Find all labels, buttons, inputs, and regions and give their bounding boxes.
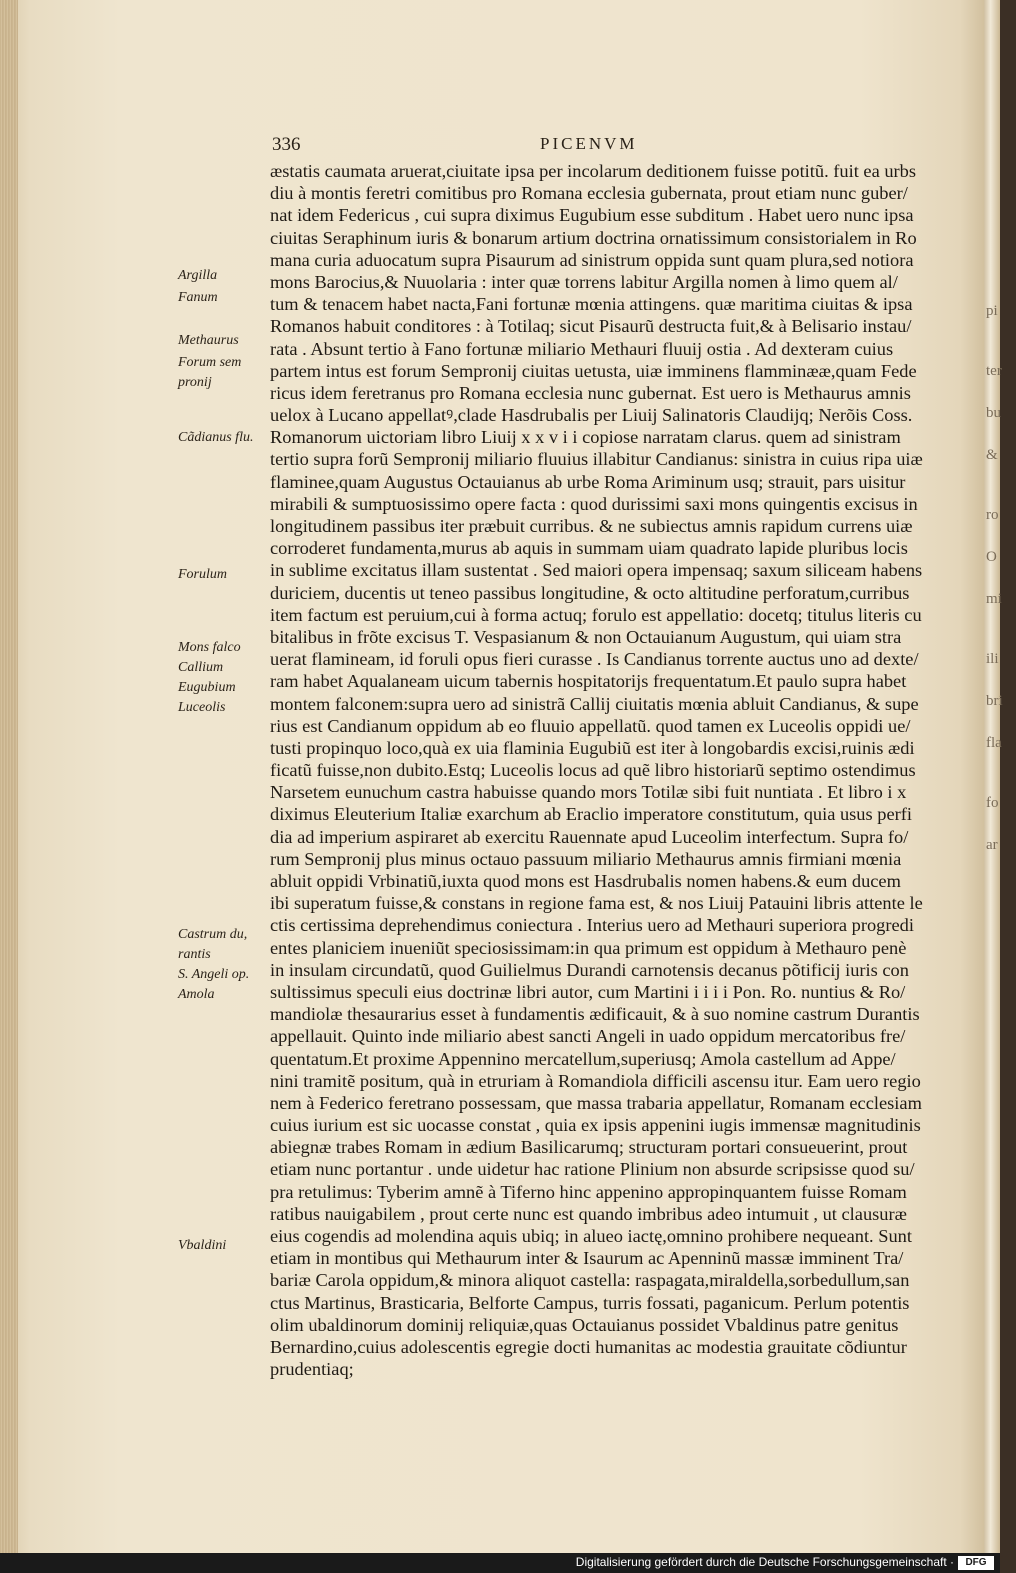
margin-note-line: Argilla bbox=[178, 268, 218, 283]
text-line: rata . Absunt tertio à Fano fortunæ miliario Methauri fluuij ostia . Ad dexteram cuius bbox=[270, 338, 894, 359]
text-line: nem à Federico feretrano possessam, que massa trabaria appellatur, Romanam ecclesiam bbox=[270, 1092, 922, 1113]
digitization-note: Digitalisierung gefördert durch die Deutsche Forschungsgemeinschaft · bbox=[575, 1555, 954, 1569]
text-line: ficatũ fuisse,non dubito.Estq; Luceolis locus ad quẽ libro historiarũ septimo ostendimus bbox=[270, 760, 916, 781]
bleed-fragment: bu bbox=[986, 405, 1001, 421]
facing-page-edge bbox=[984, 0, 1003, 1573]
text-line: ctis certissima deprehendimus coniectura . Interius uero ad Methauri superiora progredi bbox=[270, 915, 914, 936]
text-line: nat idem Federicus , cui supra diximus Eugubium esse subditum . Habet uero nunc ipsa bbox=[270, 205, 914, 226]
page-number: 336 bbox=[272, 134, 301, 155]
margin-note-line: Castrum du, bbox=[178, 927, 248, 942]
text-line: quentatum.Et proxime Appennino mercatellum,superiusq; Amola castellum ad Appe/ bbox=[270, 1048, 896, 1069]
text-line: diu à montis feretri comitibus pro Romana ecclesia gubernata, prout etiam nunc guber/ bbox=[270, 183, 908, 204]
text-line: dia ad imperium aspiraret ab exercitu Rauennate apud Luceolim interfectum. Supra fo/ bbox=[270, 826, 909, 847]
text-line: uerat flamineam, id foruli opus fieri curasse . Is Candianus torrente auctus uno ad dexte/ bbox=[270, 649, 919, 670]
book-spine-edge bbox=[0, 0, 18, 1573]
margin-note-line: S. Angeli op. bbox=[178, 967, 250, 982]
text-line: ram habet Aqualaneam uicum tabernis hospitatorijs frequentatum.Et paulo supra habet bbox=[270, 671, 907, 692]
bleed-fragment: ili bbox=[986, 651, 999, 667]
body-text bbox=[270, 160, 945, 1380]
margin-note-line: Eugubium bbox=[178, 680, 236, 695]
bleed-fragment: fo bbox=[986, 795, 999, 811]
text-line: ratibus nauigabilem , prout certe nunc est quando imbribus adeo intumuit , ut clausuræ bbox=[270, 1203, 907, 1224]
text-line: bitalibus in frõte excisus T. Vespasianum & non Octauianum Augustum, qui uiam stra bbox=[270, 626, 902, 647]
text-line: mandiolæ thesaurarius esset à fundamentis ædificauit, & à suo nomine castrum Durantis bbox=[270, 1004, 920, 1025]
text-line: ricus idem feretranus pro Romana ecclesia nunc gubernat. Est uero is Methaurus amnis bbox=[270, 382, 911, 403]
text-line: uelox à Lucano appellatꝰ,clade Hasdrubalis per Liuij Salinatoris Claudijq; Nerõis Coss. bbox=[270, 405, 913, 426]
margin-note bbox=[178, 638, 270, 718]
text-line: Romanos habuit conditores : à Totilaq; sicut Pisaurũ destructa fuit,& à Belisario instau/ bbox=[270, 316, 912, 337]
text-line: etiam nunc portantur . unde uidetur hac ratione Plinium non absurde scripsisse quod su/ bbox=[270, 1159, 915, 1180]
text-line: longitudinem passibus iter præbuit curribus. & ne subiectus amnis rapidum currens uiæ bbox=[270, 516, 913, 536]
bleed-fragment: fla bbox=[986, 735, 1002, 751]
margin-note-line: Luceolis bbox=[178, 700, 226, 715]
running-head: PICENVM bbox=[540, 134, 638, 153]
bleed-fragment: pi bbox=[986, 303, 998, 319]
text-line: abiegnæ trabes Romam in ædium Basilicarumq; structuram portari consueuerint, prout bbox=[270, 1137, 908, 1158]
text-line: pra retulimus: Tyberim amnẽ à Tiferno hinc appenino appropinquantem fuisse Romam bbox=[270, 1181, 907, 1202]
dfg-logo: DFG bbox=[958, 1556, 994, 1570]
margin-note-line: Forulum bbox=[178, 567, 227, 582]
text-line: mana curia aduocatum supra Pisaurum ad sinistrum oppida sunt quam plura,sed notiora bbox=[270, 249, 914, 270]
text-line: Bernardino,cuius adolescentis egregie docti humanitas ac modestia grauitate cõdiuntur bbox=[270, 1336, 907, 1357]
text-line: corroderet fundamenta,murus ab aquis in summam uiam quadrato lapide pluribus locis bbox=[270, 538, 908, 559]
text-line: ibi superatum fuisse,& constans in regione fama est, & nos Liuij Patauini libris attente le bbox=[270, 893, 923, 914]
text-line: item factum est peruium,cui à forma actuq; forulo est appellatio: docetq; titulus literis cu bbox=[270, 604, 922, 625]
bleed-fragment: ar bbox=[986, 837, 998, 853]
text-line: mirabili & sumptuosissimo opere facta : quod durissimi saxi mons quingentis excisus in bbox=[270, 493, 918, 514]
text-line: eius cogendis ad molendina aquis ubiq; in alueo iactę,omnino prohibere nequeant. Sunt bbox=[270, 1226, 912, 1246]
text-line: cuius iurium est sic uocasse constat , quia ex ipsis appenini iugis immensæ magnitudinis bbox=[270, 1115, 921, 1136]
text-line: ctus Martinus, Brasticaria, Belforte Campus, turris fossati, paganicum. Perlum potentis bbox=[270, 1292, 910, 1313]
margin-note bbox=[178, 353, 270, 393]
text-line: flaminee,quam Augustus Octauianus ab urbe Roma Ariminum usq; strauit, pars uisitur bbox=[270, 471, 906, 492]
margin-note bbox=[178, 331, 270, 351]
margin-note bbox=[178, 1236, 270, 1256]
text-line: olim ubaldinorum dominij reliquiæ,quas Octauianus possidet Vbaldinus patre genitus bbox=[270, 1314, 899, 1335]
facing-page-bleed-through bbox=[986, 300, 1016, 876]
text-line: in sublime excitatus illam sustentat . Sed maiori opera impensaq; saxum siliceam habens bbox=[270, 560, 923, 581]
text-line: diximus Eleuterium Italiæ exarchum ab Eraclio imperatore constitutum, quia usus perfi bbox=[270, 804, 912, 825]
text-line: sultissimus speculi eius doctrinæ libri autor, cum Martini i i i i Pon. Ro. nuntius & Ro/ bbox=[270, 981, 906, 1002]
text-line: in insulam circundatũ, quod Guilielmus Durandi carnotensis decanus põtificij iuris con bbox=[270, 959, 909, 980]
text-line: nini tramitẽ positum, quà in etruriam à Romandiola difficili ascensu itur. Eam uero regio bbox=[270, 1070, 921, 1091]
bleed-fragment: ter bbox=[986, 363, 1002, 379]
text-line: æstatis caumata aruerat,ciuitate ipsa per incolarum deditionem fuisse potitũ. fuit ea urbs bbox=[270, 161, 917, 181]
page-header bbox=[272, 134, 932, 158]
digitization-footer bbox=[0, 1553, 1000, 1573]
margin-note bbox=[178, 266, 270, 286]
text-line: rum Sempronij plus minus octauo passuum miliario Methaurus amnis firmiani mœnia bbox=[270, 848, 902, 869]
margin-note-line: pronij bbox=[178, 375, 212, 390]
text-line: bariæ Carola oppidum,& minora aliquot castella: raspagata,miraldella,sorbedullum,san bbox=[270, 1270, 910, 1291]
margin-note-line: Forum sem bbox=[178, 355, 242, 370]
margin-note bbox=[178, 428, 270, 448]
text-line: partem intus est forum Sempronij ciuitas uetusta, uiæ imminens flamminææ,quam Fede bbox=[270, 360, 917, 381]
bleed-fragment: bri bbox=[986, 693, 1003, 709]
text-line: montem falconem:supra uero ad sinistrã Callij ciuitatis mœnia abluit Candianus, & supe bbox=[270, 693, 919, 714]
text-line: tertio supra forũ Sempronij miliario fluuius illabitur Candianus: sinistra in cuius ripa uiæ bbox=[270, 449, 923, 470]
text-line: ciuitas Seraphinum iuris & bonarum artium doctrina ornatissimum consistorialem in Ro bbox=[270, 227, 917, 248]
text-line: prudentiaq; bbox=[270, 1359, 354, 1380]
margin-note-line: Fanum bbox=[178, 290, 218, 305]
margin-note bbox=[178, 288, 270, 308]
bleed-fragment: & bbox=[986, 447, 998, 463]
margin-note-line: rantis bbox=[178, 947, 211, 962]
margin-note-line: Callium bbox=[178, 660, 224, 675]
text-line: mons Barocius,& Nuuolaria : inter quæ torrens labitur Argilla nomen à limo quem al/ bbox=[270, 271, 898, 292]
margin-note-line: Vbaldini bbox=[178, 1238, 227, 1253]
margin-note-line: Amola bbox=[178, 987, 215, 1002]
margin-note-line: Cãdianus flu. bbox=[178, 430, 254, 445]
bleed-fragment: ro bbox=[986, 507, 999, 523]
text-line: etiam in montibus qui Methaurum inter & Isaurum ac Apenninũ massæ imminent Tra/ bbox=[270, 1248, 904, 1269]
text-line: Romanorum uictoriam libro Liuij x x v i i copiose narratam clarus. quem ad sinistram bbox=[270, 427, 901, 448]
text-line: entes planiciem inueniũt speciosissimam:in qua primum est oppidum à Methauro penè bbox=[270, 937, 907, 958]
text-line: tusti propinquo loco,quà ex uia flaminia Eugubiũ est iter à longobardis excisi,ruinis ædi bbox=[270, 737, 915, 758]
text-line: duriciem, ducentis ut teneo passibus longitudine, & octo altitudine perforatum,curribus bbox=[270, 582, 910, 603]
text-line: rius est Candianum oppidum ab eo fluuio appellatũ. quod tamen ex Luceolis oppidi ue/ bbox=[270, 715, 911, 736]
margin-note-line: Mons falco bbox=[178, 640, 241, 655]
margin-note-line: Methaurus bbox=[178, 333, 239, 348]
margin-note bbox=[178, 925, 270, 1005]
text-line: tum & tenacem habet nacta,Fani fortunæ mœnia attingens. quæ maritima ciuitas & ipsa bbox=[270, 294, 913, 315]
bleed-fragment: mi bbox=[986, 591, 1002, 607]
bleed-fragment: O bbox=[986, 549, 997, 565]
text-line: abluit oppidi Vrbinatiũ,iuxta quod mons est Hasdrubalis nomen habens.& eum ducem bbox=[270, 871, 901, 891]
text-line: appellauit. Quinto inde miliario abest sancti Angeli in uado oppidum mercatoribus fre/ bbox=[270, 1026, 906, 1047]
margin-note bbox=[178, 565, 270, 585]
text-line: Narsetem eunuchum castra habuisse quando mors Totilæ sibi fuit nuntiata . Et libro i x bbox=[270, 782, 907, 803]
